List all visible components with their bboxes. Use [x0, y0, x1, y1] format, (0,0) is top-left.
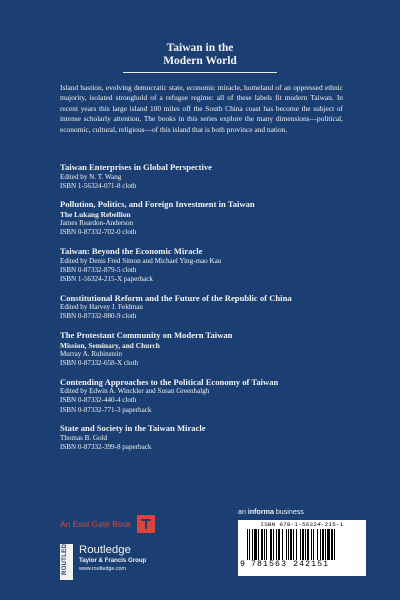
barcode-bar: [282, 529, 283, 560]
barcode-bar: [286, 529, 287, 560]
book-title: Taiwan Enterprises in Global Perspective: [60, 162, 212, 172]
book-title: Contending Approaches to the Political Economy of Taiwan: [60, 376, 279, 387]
routledge-mark-icon: [60, 534, 73, 580]
east-gate-logo-icon: [137, 515, 155, 533]
book-isbn: ISBN 0-87332-702-0 cloth: [60, 228, 137, 237]
barcode-bar: [258, 529, 259, 560]
barcode-bar: [261, 529, 263, 560]
barcode-bar: [327, 529, 330, 560]
book-credit: Edited by N. T. Wang: [60, 172, 122, 181]
book-entry: [60, 162, 360, 191]
book-isbn: ISBN 1-56324-215-X paperback: [60, 274, 153, 283]
book-isbn: ISBN 0-87332-440-4 cloth: [60, 396, 137, 405]
routledge-vertical-text: ROUTLEDGE: [62, 534, 68, 575]
book-isbn: ISBN 0-87332-658-X cloth: [60, 359, 139, 368]
barcode-bar: [322, 529, 324, 560]
ean-first-digit: 9: [240, 560, 245, 569]
barcode-bar: [254, 529, 257, 560]
book-title: Constitutional Reform and the Future of the Republic of China: [60, 292, 292, 303]
book-isbn: ISBN 1-56324-071-8 cloth: [60, 181, 137, 190]
book-list: [60, 162, 360, 461]
barcode-bar: [300, 529, 301, 560]
book-credit: Edited by Edwin A. Winckler and Susan Greenhalgh: [60, 387, 210, 396]
barcode-bar: [270, 529, 272, 560]
barcode-bar: [276, 529, 277, 560]
barcode-bar: [320, 529, 321, 560]
series-title-line2: Modern World: [163, 55, 237, 67]
barcode-bar: [278, 529, 280, 560]
book-entry: [60, 423, 360, 452]
book-isbn: ISBN 0-87332-879-5 cloth: [60, 265, 137, 274]
barcode-bar: [313, 529, 314, 560]
book-credit: Edited by Harvey J. Feldman: [60, 303, 143, 312]
book-entry: [60, 293, 360, 322]
barcode-bar: [307, 529, 309, 560]
book-entry: [60, 246, 360, 284]
barcode-bar: [252, 529, 253, 560]
barcode-bar: [305, 529, 306, 560]
series-intro: Island bastion, evolving democratic state, economic miracle, homeland of an oppressed ethnic majority, isolated stronghold of a refugee regime: all of these labels fit modern Taiwan. In recent years this large island 100 miles off the South China coast has become the subject of intense scholarly attention. The books in this series explore the many dimensions—political, economic, cultural, religious—of this island that is both province and nation.: [60, 83, 343, 134]
barcode-bar: [266, 529, 267, 560]
routledge-logo: [60, 534, 147, 580]
barcode-bar: [273, 529, 274, 560]
barcode-bar: [302, 529, 304, 560]
barcode-bar: [290, 529, 292, 560]
book-credit: Thomas B. Gold: [60, 433, 108, 442]
isbn-label: ISBN 978-1-56324-215-1: [260, 521, 344, 528]
book-isbn: ISBN 0-87332-399-8 paperback: [60, 442, 152, 451]
series-title-line1: Taiwan in the: [166, 42, 234, 54]
title-divider: [123, 72, 277, 73]
book-credit: James Reardon-Anderson: [60, 219, 134, 228]
book-credit: Murray A. Rubinstein: [60, 350, 123, 358]
book-subtitle: The Lukang Rebellion: [60, 209, 131, 219]
informa-prefix: an: [238, 508, 248, 516]
book-title: Pollution, Politics, and Foreign Investment in Taiwan: [60, 199, 255, 210]
ean-digits: 781563 242151: [251, 560, 330, 569]
east-gate-imprint: [60, 515, 155, 533]
barcode-bar: [311, 529, 312, 560]
east-gate-label: An East Gate Book: [60, 519, 132, 529]
book-isbn: ISBN 0-87332-880-9 cloth: [60, 312, 137, 321]
barcode-bar: [334, 529, 335, 560]
informa-brand: informa: [247, 508, 274, 516]
book-entry: [60, 330, 360, 368]
book-credit: Edited by Denis Fred Simon and Michael Ying-mao Kau: [60, 256, 222, 265]
barcode-bars-icon: [247, 529, 359, 560]
barcode-bar: [264, 529, 265, 560]
book-title: Taiwan: Beyond the Economic Miracle: [60, 246, 203, 257]
barcode-bar: [331, 529, 333, 560]
book-isbn: ISBN 0-87332-771-3 paperback: [60, 405, 152, 414]
book-entry: [60, 377, 360, 415]
barcode-bar: [317, 529, 318, 560]
barcode: [238, 520, 366, 576]
book-title: State and Society in the Taiwan Miracle: [60, 423, 206, 434]
barcode-bar: [288, 529, 289, 560]
barcode-bar: [293, 529, 294, 560]
barcode-bar: [249, 529, 250, 560]
publisher-name: Routledge: [79, 544, 131, 556]
barcode-bar: [325, 529, 326, 560]
series-title: [0, 42, 400, 68]
informa-suffix: business: [273, 508, 304, 516]
book-entry: [60, 199, 360, 237]
publisher-url: www.routledge.com: [79, 566, 127, 572]
informa-business-line: [238, 508, 304, 516]
barcode-bar: [247, 529, 248, 560]
barcode-bar: [296, 529, 297, 560]
book-subtitle: Mission, Seminary, and Church: [60, 340, 160, 350]
book-title: The Protestant Community on Modern Taiwan: [60, 330, 233, 340]
publisher-group: Taylor & Francis Group: [79, 557, 147, 564]
